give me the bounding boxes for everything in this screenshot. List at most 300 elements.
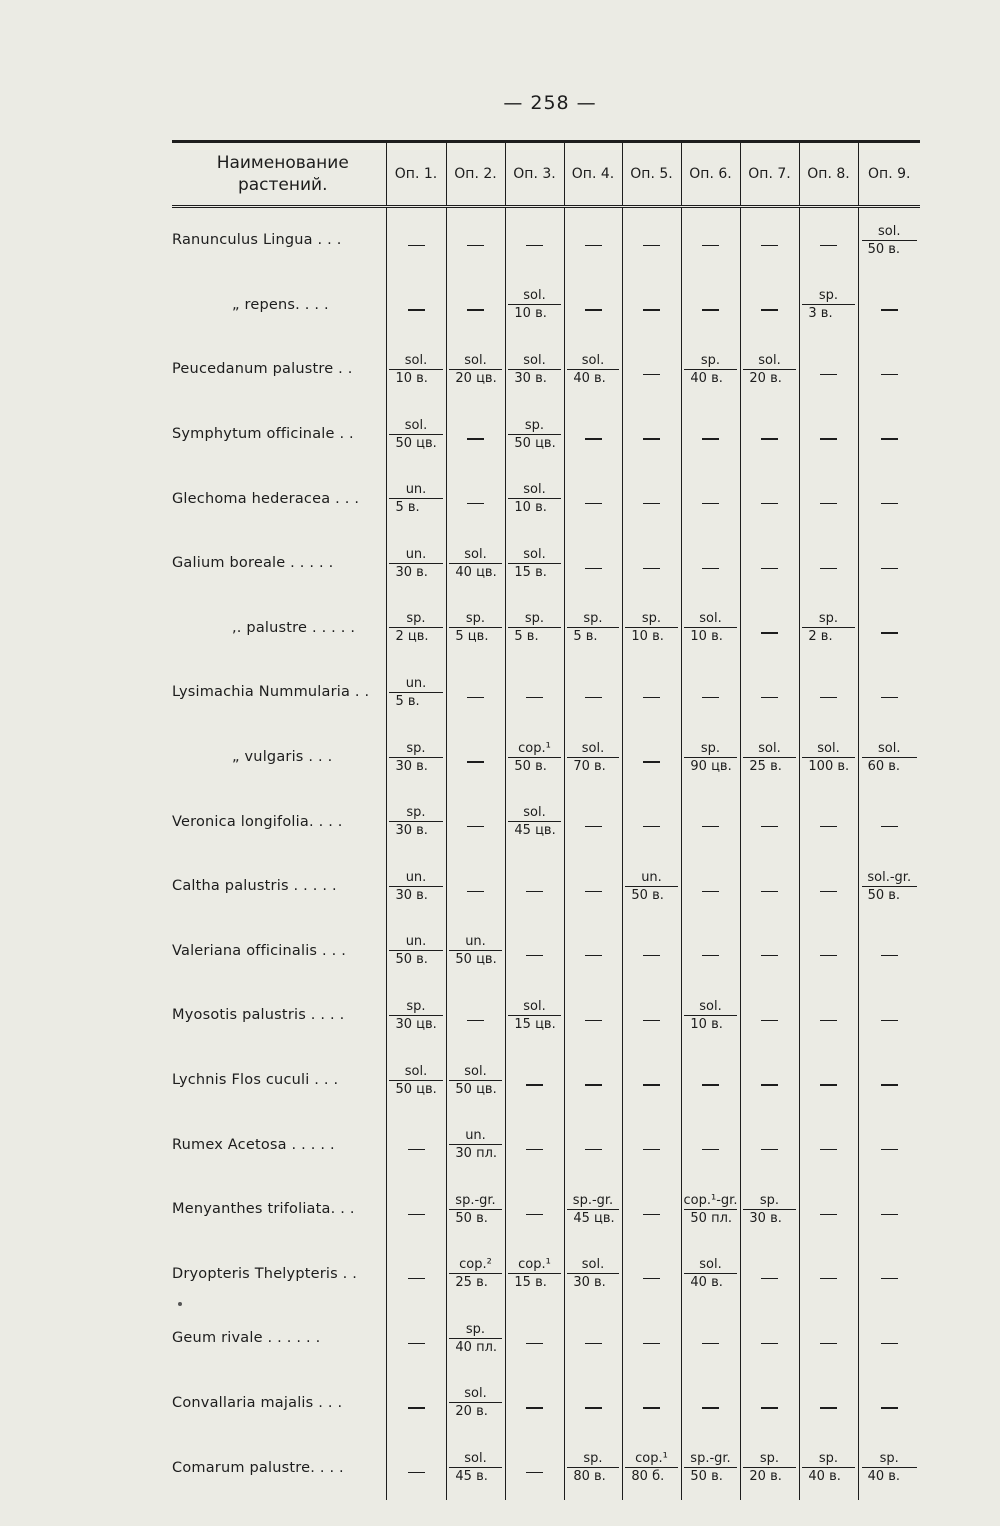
height-phase-value: 30 в. xyxy=(389,757,442,775)
absent-dash xyxy=(408,245,425,246)
table-row xyxy=(172,1048,920,1113)
absent-cell xyxy=(858,531,920,596)
abundance-value: sol. xyxy=(758,352,781,368)
absent-dash xyxy=(585,1149,602,1150)
table-row xyxy=(172,337,920,402)
plant-name: „ vulgaris . . . xyxy=(172,725,386,790)
abundance-value: sp. xyxy=(641,611,662,627)
plant-name: Rumex Acetosa . . . . . xyxy=(172,1112,386,1177)
absent-dash xyxy=(702,697,719,698)
absent-dash xyxy=(761,697,778,698)
absent-dash xyxy=(585,503,602,504)
absent-cell xyxy=(446,725,505,790)
absent-cell xyxy=(740,466,799,531)
abundance-cell xyxy=(386,919,446,984)
column-header-op-7: Оп. 7. xyxy=(740,142,799,207)
height-phase-value: 30 цв. xyxy=(389,1015,442,1033)
abundance-value: sol. xyxy=(523,288,546,304)
table-row xyxy=(172,1435,920,1500)
absent-cell xyxy=(505,1371,564,1436)
table-row xyxy=(172,854,920,919)
absent-dash xyxy=(643,697,660,698)
absent-dash xyxy=(408,1149,425,1150)
absent-dash xyxy=(467,438,484,439)
height-phase-value: 30 в. xyxy=(389,821,442,839)
abundance-value: sp. xyxy=(759,1451,780,1467)
abundance-cell xyxy=(858,207,920,273)
height-phase-value: 40 в. xyxy=(802,1467,854,1485)
absent-cell xyxy=(564,273,622,338)
abundance-value: sp. xyxy=(700,352,721,368)
absent-cell xyxy=(799,531,858,596)
absent-dash xyxy=(408,309,425,310)
abundance-value: sol. xyxy=(758,740,781,756)
absent-dash xyxy=(585,438,602,439)
abundance-value: cop.² xyxy=(459,1257,492,1273)
plant-name: Peucedanum palustre . . xyxy=(172,337,386,402)
absent-cell xyxy=(681,1048,740,1113)
abundance-cell xyxy=(386,854,446,919)
absent-cell xyxy=(740,660,799,725)
absent-cell xyxy=(740,1242,799,1307)
absent-cell xyxy=(564,1306,622,1371)
abundance-cell xyxy=(622,854,681,919)
absent-cell xyxy=(564,207,622,273)
absent-dash xyxy=(526,1343,543,1344)
abundance-value: sol. xyxy=(464,546,487,562)
column-header-op-2: Оп. 2. xyxy=(446,142,505,207)
absent-cell xyxy=(681,919,740,984)
absent-dash xyxy=(820,1343,837,1344)
abundance-value: sol. xyxy=(464,1451,487,1467)
abundance-value: sol.-gr. xyxy=(867,869,912,885)
abundance-cell xyxy=(681,1242,740,1307)
absent-dash xyxy=(702,309,719,310)
height-phase-value: 50 в. xyxy=(862,886,917,904)
abundance-value: sp. xyxy=(818,611,839,627)
height-phase-value: 50 цв. xyxy=(389,434,442,452)
absent-dash xyxy=(526,245,543,246)
column-header-op-6: Оп. 6. xyxy=(681,142,740,207)
abundance-value: sol. xyxy=(464,1386,487,1402)
abundance-cell xyxy=(799,596,858,661)
height-phase-value: 2 цв. xyxy=(389,627,442,645)
plant-name: Symphytum officinale . . xyxy=(172,402,386,467)
height-phase-value: 30 в. xyxy=(743,1209,795,1227)
abundance-value: sol. xyxy=(404,1063,428,1079)
absent-cell xyxy=(740,983,799,1048)
absent-cell xyxy=(564,402,622,467)
height-phase-value: 30 в. xyxy=(389,563,442,581)
absent-cell xyxy=(446,273,505,338)
absent-cell xyxy=(681,1371,740,1436)
plant-name: Comarum palustre. . . . xyxy=(172,1435,386,1500)
abundance-cell xyxy=(740,1177,799,1242)
height-phase-value: 10 в. xyxy=(684,1015,736,1033)
absent-cell xyxy=(622,1177,681,1242)
abundance-value: un. xyxy=(641,869,662,885)
height-phase-value: 50 в. xyxy=(389,950,442,968)
height-phase-value: 40 в. xyxy=(862,1467,917,1485)
height-phase-value: 90 цв. xyxy=(684,757,736,775)
abundance-value: un. xyxy=(405,546,427,562)
absent-cell xyxy=(446,660,505,725)
absent-dash xyxy=(702,438,719,439)
absent-dash xyxy=(881,503,898,504)
absent-dash xyxy=(643,1084,660,1085)
abundance-cell xyxy=(386,725,446,790)
column-header-op-1: Оп. 1. xyxy=(386,142,446,207)
absent-cell xyxy=(681,207,740,273)
abundance-cell xyxy=(564,596,622,661)
plant-name-header-line2: растений. xyxy=(237,175,328,195)
absent-cell xyxy=(858,1048,920,1113)
absent-dash xyxy=(702,1343,719,1344)
absent-cell xyxy=(564,660,622,725)
table-row xyxy=(172,789,920,854)
absent-dash xyxy=(820,245,837,246)
absent-cell xyxy=(799,660,858,725)
height-phase-value: 30 пл. xyxy=(449,1144,501,1162)
abundance-value: sol. xyxy=(581,1257,605,1273)
absent-cell xyxy=(564,531,622,596)
abundance-cell xyxy=(799,725,858,790)
abundance-cell xyxy=(446,1112,505,1177)
table-row xyxy=(172,466,920,531)
abundance-cell xyxy=(564,1242,622,1307)
absent-cell xyxy=(799,1371,858,1436)
height-phase-value: 3 в. xyxy=(802,304,854,322)
height-phase-value: 5 в. xyxy=(567,627,618,645)
absent-dash xyxy=(702,1084,719,1085)
absent-cell xyxy=(681,660,740,725)
abundance-value: sol. xyxy=(404,417,428,433)
plant-name: Caltha palustris . . . . . xyxy=(172,854,386,919)
absent-cell xyxy=(386,1435,446,1500)
absent-cell xyxy=(858,273,920,338)
absent-dash xyxy=(820,826,837,827)
absent-cell xyxy=(622,660,681,725)
abundance-cell xyxy=(858,725,920,790)
vegetation-table-container xyxy=(172,140,920,1500)
absent-dash xyxy=(820,1020,837,1021)
abundance-cell xyxy=(386,596,446,661)
absent-cell xyxy=(740,919,799,984)
absent-cell xyxy=(681,402,740,467)
plant-name: „ repens. . . . xyxy=(172,273,386,338)
absent-dash xyxy=(585,1020,602,1021)
table-row xyxy=(172,531,920,596)
absent-dash xyxy=(881,309,898,310)
abundance-cell xyxy=(505,273,564,338)
absent-dash xyxy=(881,697,898,698)
height-phase-value: 40 в. xyxy=(567,369,618,387)
abundance-cell xyxy=(505,596,564,661)
abundance-cell xyxy=(446,1177,505,1242)
absent-cell xyxy=(505,854,564,919)
absent-cell xyxy=(799,1048,858,1113)
abundance-cell xyxy=(446,596,505,661)
absent-cell xyxy=(564,1371,622,1436)
absent-dash xyxy=(585,245,602,246)
absent-dash xyxy=(761,1407,778,1408)
height-phase-value: 10 в. xyxy=(389,369,442,387)
abundance-value: cop.¹ xyxy=(635,1451,668,1467)
height-phase-value: 50 цв. xyxy=(508,434,560,452)
height-phase-value: 45 в. xyxy=(449,1467,501,1485)
abundance-cell xyxy=(681,725,740,790)
absent-cell xyxy=(564,854,622,919)
abundance-value: sol. xyxy=(464,1063,487,1079)
absent-dash xyxy=(881,826,898,827)
abundance-value: sol. xyxy=(699,1257,722,1273)
absent-dash xyxy=(585,891,602,892)
absent-cell xyxy=(622,1306,681,1371)
absent-cell xyxy=(622,207,681,273)
absent-dash xyxy=(467,697,484,698)
absent-dash xyxy=(761,1020,778,1021)
height-phase-value: 45 цв. xyxy=(567,1209,618,1227)
absent-cell xyxy=(622,1371,681,1436)
absent-cell xyxy=(386,1242,446,1307)
absent-dash xyxy=(820,1084,837,1085)
absent-dash xyxy=(467,826,484,827)
absent-dash xyxy=(881,1407,898,1408)
abundance-cell xyxy=(740,725,799,790)
absent-cell xyxy=(564,789,622,854)
abundance-value: sp. xyxy=(759,1192,780,1208)
height-phase-value: 25 в. xyxy=(743,757,795,775)
absent-cell xyxy=(799,402,858,467)
absent-cell xyxy=(622,466,681,531)
height-phase-value: 50 цв. xyxy=(449,1080,501,1098)
absent-cell xyxy=(446,402,505,467)
abundance-value: sol. xyxy=(523,998,546,1014)
absent-cell xyxy=(505,1048,564,1113)
absent-dash xyxy=(585,1343,602,1344)
abundance-value: sp. xyxy=(818,1451,839,1467)
absent-dash xyxy=(408,1343,425,1344)
absent-cell xyxy=(799,1242,858,1307)
absent-cell xyxy=(564,919,622,984)
height-phase-value: 15 в. xyxy=(508,1273,560,1291)
absent-cell xyxy=(681,789,740,854)
height-phase-value: 30 в. xyxy=(389,886,442,904)
absent-dash xyxy=(467,761,484,762)
absent-cell xyxy=(505,1306,564,1371)
height-phase-value: 5 цв. xyxy=(449,627,501,645)
abundance-cell xyxy=(799,273,858,338)
abundance-cell xyxy=(386,789,446,854)
height-phase-value: 10 в. xyxy=(625,627,677,645)
absent-cell xyxy=(622,1242,681,1307)
height-phase-value: 30 в. xyxy=(567,1273,618,1291)
absent-dash xyxy=(761,245,778,246)
absent-cell xyxy=(858,1371,920,1436)
absent-dash xyxy=(526,1214,543,1215)
absent-cell xyxy=(858,983,920,1048)
absent-dash xyxy=(820,568,837,569)
absent-cell xyxy=(799,1306,858,1371)
plant-name: Lysimachia Nummularia . . xyxy=(172,660,386,725)
absent-cell xyxy=(681,466,740,531)
height-phase-value: 15 в. xyxy=(508,563,560,581)
abundance-cell xyxy=(446,1306,505,1371)
absent-cell xyxy=(622,531,681,596)
abundance-value: sp. xyxy=(879,1451,899,1467)
plant-name: Menyanthes trifoliata. . . xyxy=(172,1177,386,1242)
absent-dash xyxy=(820,1278,837,1279)
absent-dash xyxy=(761,309,778,310)
abundance-cell xyxy=(386,1048,446,1113)
abundance-cell xyxy=(386,660,446,725)
height-phase-value: 50 цв. xyxy=(449,950,501,968)
absent-dash xyxy=(702,826,719,827)
height-phase-value: 40 цв. xyxy=(449,563,501,581)
absent-cell xyxy=(446,207,505,273)
abundance-value: sol. xyxy=(699,998,722,1014)
absent-cell xyxy=(386,1371,446,1436)
absent-cell xyxy=(386,1112,446,1177)
abundance-value: sp. xyxy=(406,740,426,756)
abundance-value: un. xyxy=(465,1128,486,1144)
height-phase-value: 80 в. xyxy=(567,1467,618,1485)
absent-dash xyxy=(585,1084,602,1085)
table-row xyxy=(172,983,920,1048)
abundance-cell xyxy=(564,1177,622,1242)
absent-cell xyxy=(858,789,920,854)
abundance-cell xyxy=(505,402,564,467)
height-phase-value: 15 цв. xyxy=(508,1015,560,1033)
plant-name: Dryopteris Thelypteris . . xyxy=(172,1242,386,1307)
absent-dash xyxy=(761,891,778,892)
absent-cell xyxy=(799,1112,858,1177)
absent-cell xyxy=(505,1435,564,1500)
plant-name: ,. palustre . . . . . xyxy=(172,596,386,661)
absent-dash xyxy=(408,1472,425,1473)
absent-cell xyxy=(740,402,799,467)
abundance-value: un. xyxy=(465,934,486,950)
absent-dash xyxy=(585,826,602,827)
height-phase-value: 2 в. xyxy=(802,627,854,645)
absent-cell xyxy=(505,660,564,725)
absent-dash xyxy=(881,1084,898,1085)
absent-cell xyxy=(505,1112,564,1177)
absent-dash xyxy=(408,1278,425,1279)
absent-dash xyxy=(643,1343,660,1344)
absent-cell xyxy=(622,789,681,854)
absent-dash xyxy=(820,1407,837,1408)
height-phase-value: 40 в. xyxy=(684,369,736,387)
absent-cell xyxy=(858,1112,920,1177)
height-phase-value: 50 в. xyxy=(862,240,917,258)
abundance-value: sp.-gr. xyxy=(455,1192,496,1208)
absent-dash xyxy=(643,438,660,439)
abundance-value: sol. xyxy=(581,740,605,756)
absent-cell xyxy=(622,919,681,984)
absent-cell xyxy=(446,983,505,1048)
absent-cell xyxy=(799,983,858,1048)
absent-dash xyxy=(702,891,719,892)
height-phase-value: 10 в. xyxy=(508,304,560,322)
absent-dash xyxy=(643,1278,660,1279)
absent-dash xyxy=(643,1214,660,1215)
abundance-cell xyxy=(564,725,622,790)
absent-cell xyxy=(740,273,799,338)
table-row xyxy=(172,1242,920,1307)
absent-dash xyxy=(526,1149,543,1150)
absent-cell xyxy=(386,273,446,338)
absent-dash xyxy=(643,1407,660,1408)
absent-dash xyxy=(820,1149,837,1150)
abundance-cell xyxy=(386,531,446,596)
absent-dash xyxy=(820,697,837,698)
plant-name: Valeriana officinalis . . . xyxy=(172,919,386,984)
height-phase-value: 50 в. xyxy=(508,757,560,775)
abundance-value: sol. xyxy=(523,805,546,821)
absent-dash xyxy=(761,438,778,439)
abundance-cell xyxy=(564,1435,622,1500)
abundance-cell xyxy=(446,1048,505,1113)
abundance-cell xyxy=(858,1435,920,1500)
absent-cell xyxy=(681,854,740,919)
abundance-cell xyxy=(446,1371,505,1436)
absent-dash xyxy=(526,1472,543,1473)
height-phase-value: 5 в. xyxy=(508,627,560,645)
abundance-value: sol. xyxy=(817,740,840,756)
absent-dash xyxy=(526,1084,543,1085)
absent-dash xyxy=(643,245,660,246)
absent-dash xyxy=(467,503,484,504)
abundance-value: sp. xyxy=(465,1321,486,1337)
absent-dash xyxy=(585,955,602,956)
absent-cell xyxy=(799,854,858,919)
height-phase-value: 50 пл. xyxy=(684,1209,736,1227)
absent-cell xyxy=(799,207,858,273)
absent-dash xyxy=(881,568,898,569)
abundance-value: sol. xyxy=(523,352,546,368)
absent-dash xyxy=(702,1407,719,1408)
abundance-value: sol. xyxy=(878,740,901,756)
absent-dash xyxy=(408,1214,425,1215)
abundance-value: sp. xyxy=(818,288,839,304)
abundance-value: sp. xyxy=(406,611,426,627)
table-row xyxy=(172,1371,920,1436)
absent-cell xyxy=(681,1306,740,1371)
plant-name: Ranunculus Lingua . . . xyxy=(172,207,386,273)
plant-name: Glechoma hederacea . . . xyxy=(172,466,386,531)
height-phase-value: 10 в. xyxy=(508,498,560,516)
absent-dash xyxy=(643,1149,660,1150)
absent-cell xyxy=(564,1112,622,1177)
height-phase-value: 50 в. xyxy=(449,1209,501,1227)
absent-dash xyxy=(881,632,898,633)
height-phase-value: 20 в. xyxy=(743,1467,795,1485)
height-phase-value: 20 в. xyxy=(449,1402,501,1420)
absent-dash xyxy=(820,955,837,956)
absent-cell xyxy=(446,854,505,919)
table-header-row xyxy=(172,142,920,207)
absent-dash xyxy=(643,826,660,827)
table-row xyxy=(172,660,920,725)
absent-cell xyxy=(386,1306,446,1371)
abundance-value: sol. xyxy=(523,546,546,562)
absent-cell xyxy=(740,1306,799,1371)
height-phase-value: 30 в. xyxy=(508,369,560,387)
abundance-cell xyxy=(505,983,564,1048)
plant-name: Galium boreale . . . . . xyxy=(172,531,386,596)
absent-dash xyxy=(526,1407,543,1408)
